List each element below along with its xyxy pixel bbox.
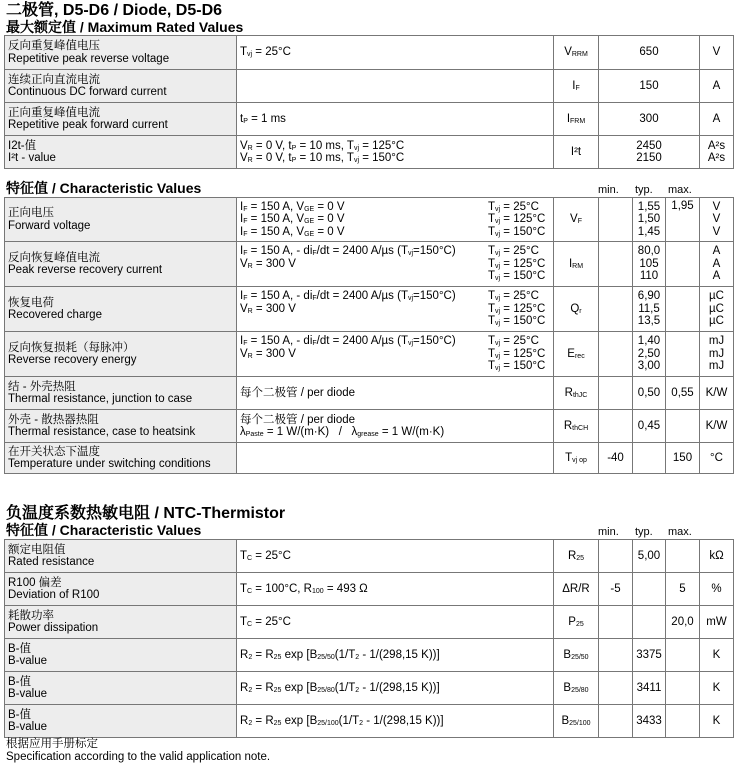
condition: $t_P = 1$ ms [237, 103, 554, 136]
unit: A [700, 70, 734, 103]
table-row [5, 242, 734, 287]
min-value: -5 [599, 573, 633, 606]
symbol: $R_{thCH}$ [554, 410, 599, 443]
max-value [666, 672, 700, 705]
table-row [5, 540, 734, 573]
condition: $T_C = 25^\circ C$ [237, 540, 554, 573]
symbol: $I_{FRM}$ [554, 103, 599, 136]
unit: mW [700, 606, 734, 639]
condition: $T_{vj} = 25^\circ C$ [237, 36, 554, 70]
param-name: B-值 B-value [5, 672, 237, 705]
max-value [666, 242, 700, 287]
max-value [666, 410, 700, 443]
max-value [666, 705, 700, 738]
max-value: 20,0 [666, 606, 700, 639]
col-typ: typ. [635, 526, 653, 538]
symbol: $V_F$ [554, 198, 599, 242]
table-row [5, 198, 734, 242]
min-value [599, 332, 633, 377]
unit: A²s A²s [700, 136, 734, 169]
min-value [599, 198, 633, 242]
condition: $I_F = 150$ A, $V_{GE} = 0$ V $T_{vj} = 25^\circ C$ $I_F = 150$ A, $V_{GE} = 0$ V $T_{vj} = 125^\circ C$ $I_F = 150$ A, $V_{GE} = 0$ V $T_{vj} = 150^\circ C$ [237, 198, 554, 242]
symbol: I²t [554, 136, 599, 169]
typ-value [633, 573, 666, 606]
value: 2450 2150 [599, 136, 700, 169]
min-value [599, 287, 633, 332]
col-max: max. [668, 526, 692, 538]
symbol: $I_F$ [554, 70, 599, 103]
unit: % [700, 573, 734, 606]
table-row [5, 70, 734, 103]
col-min: min. [598, 526, 619, 538]
symbol: ΔR/R [554, 573, 599, 606]
max-value: 0,55 [666, 377, 700, 410]
min-value [599, 606, 633, 639]
unit: K [700, 705, 734, 738]
col-typ: typ. [635, 184, 653, 196]
param-name: R100 偏差 Deviation of R100 [5, 573, 237, 606]
unit: kΩ [700, 540, 734, 573]
unit: K/W [700, 377, 734, 410]
min-value [599, 242, 633, 287]
table-row [5, 36, 734, 70]
symbol: $P_{25}$ [554, 606, 599, 639]
table-row [5, 410, 734, 443]
param-name: 恢复电荷 Recovered charge [5, 287, 237, 332]
condition [237, 443, 554, 474]
condition: $R_2 = R_{25}$ $\exp [B_{25/50}(1/T_2 - 1/(298,15$ K))] [237, 639, 554, 672]
condition: $T_C = 100^\circ C$, $R_{100} = 493$ Ω [237, 573, 554, 606]
condition: 每个二极管 / per diode $\lambda_{Paste} = 1$ $W/(m\cdot K) / \lambda_{grease} = 1$ W/(m·K) [237, 410, 554, 443]
condition: $T_C = 25^\circ C$ [237, 606, 554, 639]
typ-value: 3375 [633, 639, 666, 672]
ntc-table [4, 539, 734, 738]
table-row [5, 672, 734, 705]
param-name: 额定电阻值 Rated resistance [5, 540, 237, 573]
min-value [599, 377, 633, 410]
param-name: B-值 B-value [5, 639, 237, 672]
table-row [5, 103, 734, 136]
param-name: 外壳 - 散热器热阻 Thermal resistance, case to heatsink [5, 410, 237, 443]
max-value [666, 639, 700, 672]
symbol: $R_{25}$ [554, 540, 599, 573]
min-value [599, 705, 633, 738]
max-rated-table [4, 35, 734, 169]
param-name: 正向重复峰值电流 Repetitive peak forward current [5, 103, 237, 136]
param-name: B-值 B-value [5, 705, 237, 738]
unit: V [700, 36, 734, 70]
typ-value: 1,55 1,50 1,45 [633, 198, 666, 242]
param-name: I2t-值 I²t - value [5, 136, 237, 169]
typ-value [633, 606, 666, 639]
unit: mJ mJ mJ [700, 332, 734, 377]
min-value: -40 [599, 443, 633, 474]
value: 650 [599, 36, 700, 70]
table-row [5, 573, 734, 606]
param-name: 反向恢复峰值电流 Peak reverse recovery current [5, 242, 237, 287]
symbol: $B_{25/50}$ [554, 639, 599, 672]
col-max: max. [668, 184, 692, 196]
symbol: $V_{RRM}$ [554, 36, 599, 70]
typ-value: 6,90 11,5 13,5 [633, 287, 666, 332]
param-name: 连续正向直流电流 Continuous DC forward current [5, 70, 237, 103]
table-row [5, 136, 734, 169]
unit: A A A [700, 242, 734, 287]
symbol: $T_{vj op}$ [554, 443, 599, 474]
footer-en: Specification according to the valid application note. [6, 751, 271, 763]
typ-value: 3411 [633, 672, 666, 705]
param-name: 耗散功率 Power dissipation [5, 606, 237, 639]
diode-title: 二极管, D5-D6 / Diode, D5-D6 [6, 2, 223, 19]
min-value [599, 410, 633, 443]
ntc-title: 负温度系数热敏电阻 / NTC-Thermistor [6, 505, 286, 522]
min-value [599, 540, 633, 573]
char-heading: 特征值 / Characteristic Values [6, 180, 202, 196]
table-row [5, 287, 734, 332]
unit: V V V [700, 198, 734, 242]
max-value [666, 540, 700, 573]
value: 300 [599, 103, 700, 136]
condition: $R_2 = R_{25}$ $\exp [B_{25/80}(1/T_2 - 1/(298,15$ K))] [237, 672, 554, 705]
footer-note [6, 738, 270, 764]
unit: A [700, 103, 734, 136]
typ-value: 0,45 [633, 410, 666, 443]
typ-value: 1,40 2,50 3,00 [633, 332, 666, 377]
max-value: 5 [666, 573, 700, 606]
param-name: 正向电压 Forward voltage [5, 198, 237, 242]
symbol: $I_{RM}$ [554, 242, 599, 287]
param-name: 在开关状态下温度 Temperature under switching conditions [5, 443, 237, 474]
symbol: $E_{rec}$ [554, 332, 599, 377]
typ-value: 0,50 [633, 377, 666, 410]
condition: $I_F = 150$ A, - $di_F/dt = 2400$ A/µs $(T_{vj}=150^\circ C)$ $T_{vj} = 25^\circ C$ $V_R = 300$ V $T_{vj} = 125^\circ C$ $T_{vj} = 150^\circ C$ [237, 332, 554, 377]
ntc-char-heading: 特征值 / Characteristic Values [6, 522, 202, 538]
condition [237, 70, 554, 103]
table-row [5, 606, 734, 639]
symbol: $Q_r$ [554, 287, 599, 332]
max-value: 1,95 [666, 198, 700, 242]
condition: $I_F = 150$ A, - $di_F/dt = 2400$ A/µs $(T_{vj}=150^\circ C)$ $T_{vj} = 25^\circ C$ $V_R = 300$ V $T_{vj} = 125^\circ C$ $T_{vj} = 150^\circ C$ [237, 287, 554, 332]
unit: K [700, 639, 734, 672]
max-value: 150 [666, 443, 700, 474]
typ-value: 5,00 [633, 540, 666, 573]
footer-cn: 根据应用手册标定 [6, 738, 98, 750]
table-row [5, 377, 734, 410]
table-row [5, 332, 734, 377]
max-rated-heading: 最大额定值 / Maximum Rated Values [6, 19, 244, 35]
unit: µC µC µC [700, 287, 734, 332]
value: 150 [599, 70, 700, 103]
typ-value: 80,0 105 110 [633, 242, 666, 287]
min-value [599, 672, 633, 705]
unit: K/W [700, 410, 734, 443]
param-name: 结 - 外壳热阻 Thermal resistance, junction to case [5, 377, 237, 410]
min-value [599, 639, 633, 672]
symbol: $R_{thJC}$ [554, 377, 599, 410]
condition: 每个二极管 / per diode [237, 377, 554, 410]
unit: K [700, 672, 734, 705]
symbol: $B_{25/80}$ [554, 672, 599, 705]
max-value [666, 287, 700, 332]
param-name: 反向重复峰值电压 Repetitive peak reverse voltage [5, 36, 237, 70]
unit: °C [700, 443, 734, 474]
table-row [5, 639, 734, 672]
typ-value: 3433 [633, 705, 666, 738]
char-table [4, 197, 734, 474]
typ-value [633, 443, 666, 474]
table-row [5, 705, 734, 738]
col-min: min. [598, 184, 619, 196]
table-row [5, 443, 734, 474]
condition: $V_R = 0$ V, $t_P = 10$ ms, $T_{vj} = 125^\circ C$ $V_R = 0$ V, $t_P = 10$ ms, $T_{vj} = 150^\circ C$ [237, 136, 554, 169]
symbol: $B_{25/100}$ [554, 705, 599, 738]
param-name: 反向恢复损耗（每脉冲） Reverse recovery energy [5, 332, 237, 377]
condition: $I_F = 150$ A, - $di_F/dt = 2400$ A/µs $(T_{vj}=150^\circ C)$ $T_{vj} = 25^\circ C$ $V_R = 300$ V $T_{vj} = 125^\circ C$ $T_{vj} = 150^\circ C$ [237, 242, 554, 287]
max-value [666, 332, 700, 377]
condition: $R_2 = R_{25}$ $\exp [B_{25/100}(1/T_2 - 1/(298,15$ K))] [237, 705, 554, 738]
